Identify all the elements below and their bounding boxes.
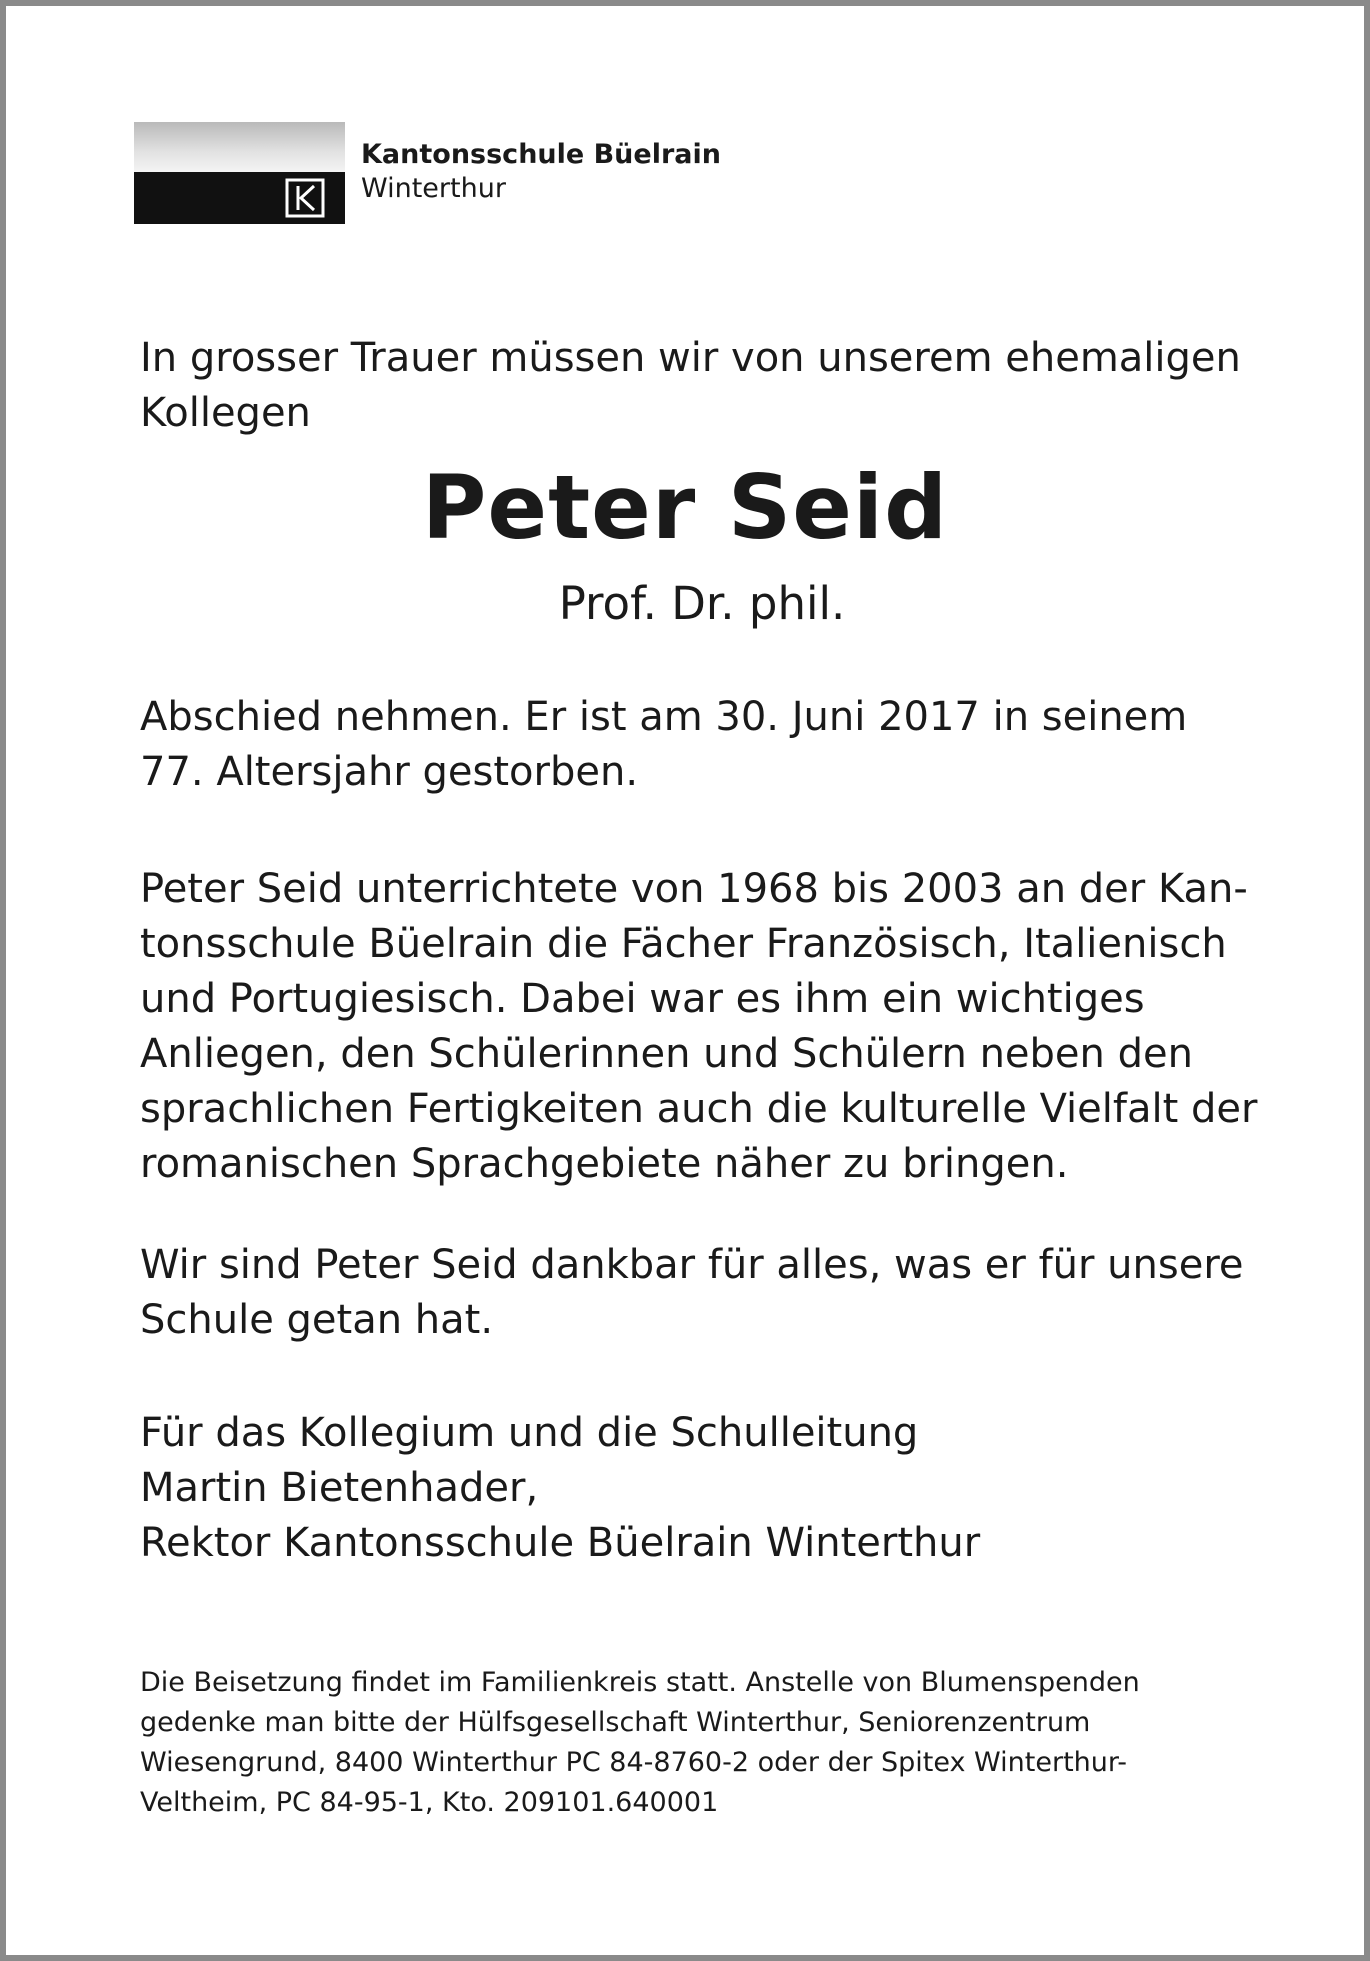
funeral-note [140,1663,1260,1823]
text-line: sprachlichen Fertigkeiten auch die kulturelle Vielfalt der [140,1086,1258,1132]
text-line: gedenke man bitte der Hülfsgesellschaft Winterthur, Seniorenzentrum [140,1707,1091,1738]
text-line: Wir sind Peter Seid dankbar für alles, was er für unsere [140,1242,1244,1288]
school-name: Kantonsschule Büelrain [361,139,721,170]
career-paragraph [140,862,1260,1192]
text-line: Kollegen [140,390,311,436]
signature-block [140,1406,1260,1571]
text-line: Abschied nehmen. Er ist am 30. Juni 2017 in seinem [140,694,1188,740]
text-line: Martin Bietenhader, [140,1465,539,1511]
intro-paragraph [140,331,1260,441]
text-line: Peter Seid unterrichtete von 1968 bis 2003 an der Kan- [140,866,1248,912]
text-line: Rektor Kantonsschule Büelrain Winterthur [140,1520,981,1566]
text-line: Anliegen, den Schülerinnen und Schülern neben den [140,1031,1193,1077]
gratitude-paragraph [140,1238,1260,1348]
logo-gradient-band [134,122,345,172]
text-line: Schule getan hat. [140,1297,494,1343]
death-notice-paragraph [140,690,1260,800]
school-city: Winterthur [361,173,506,204]
k-logo-icon [285,178,325,218]
school-logo [134,116,345,226]
text-line: tonsschule Büelrain die Fächer Französisch, Italienisch [140,921,1227,967]
text-line: Wiesengrund, 8400 Winterthur PC 84-8760-2 oder der Spitex Winterthur- [140,1747,1128,1778]
school-heading [361,138,721,206]
text-line: Die Beisetzung findet im Familienkreis statt. Anstelle von Blumenspenden [140,1667,1140,1698]
text-line: Veltheim, PC 84-95-1, Kto. 209101.640001 [140,1787,719,1818]
deceased-title: Prof. Dr. phil. [558,577,846,630]
text-line: In grosser Trauer müssen wir von unserem ehemaligen [140,335,1241,381]
text-line: Für das Kollegium und die Schulleitung [140,1410,919,1456]
deceased-name: Peter Seid [421,456,949,559]
text-line: und Portugiesisch. Dabei war es ihm ein wichtiges [140,976,1145,1022]
text-line: romanischen Sprachgebiete näher zu bringen. [140,1141,1069,1187]
text-line: 77. Altersjahr gestorben. [140,749,639,795]
